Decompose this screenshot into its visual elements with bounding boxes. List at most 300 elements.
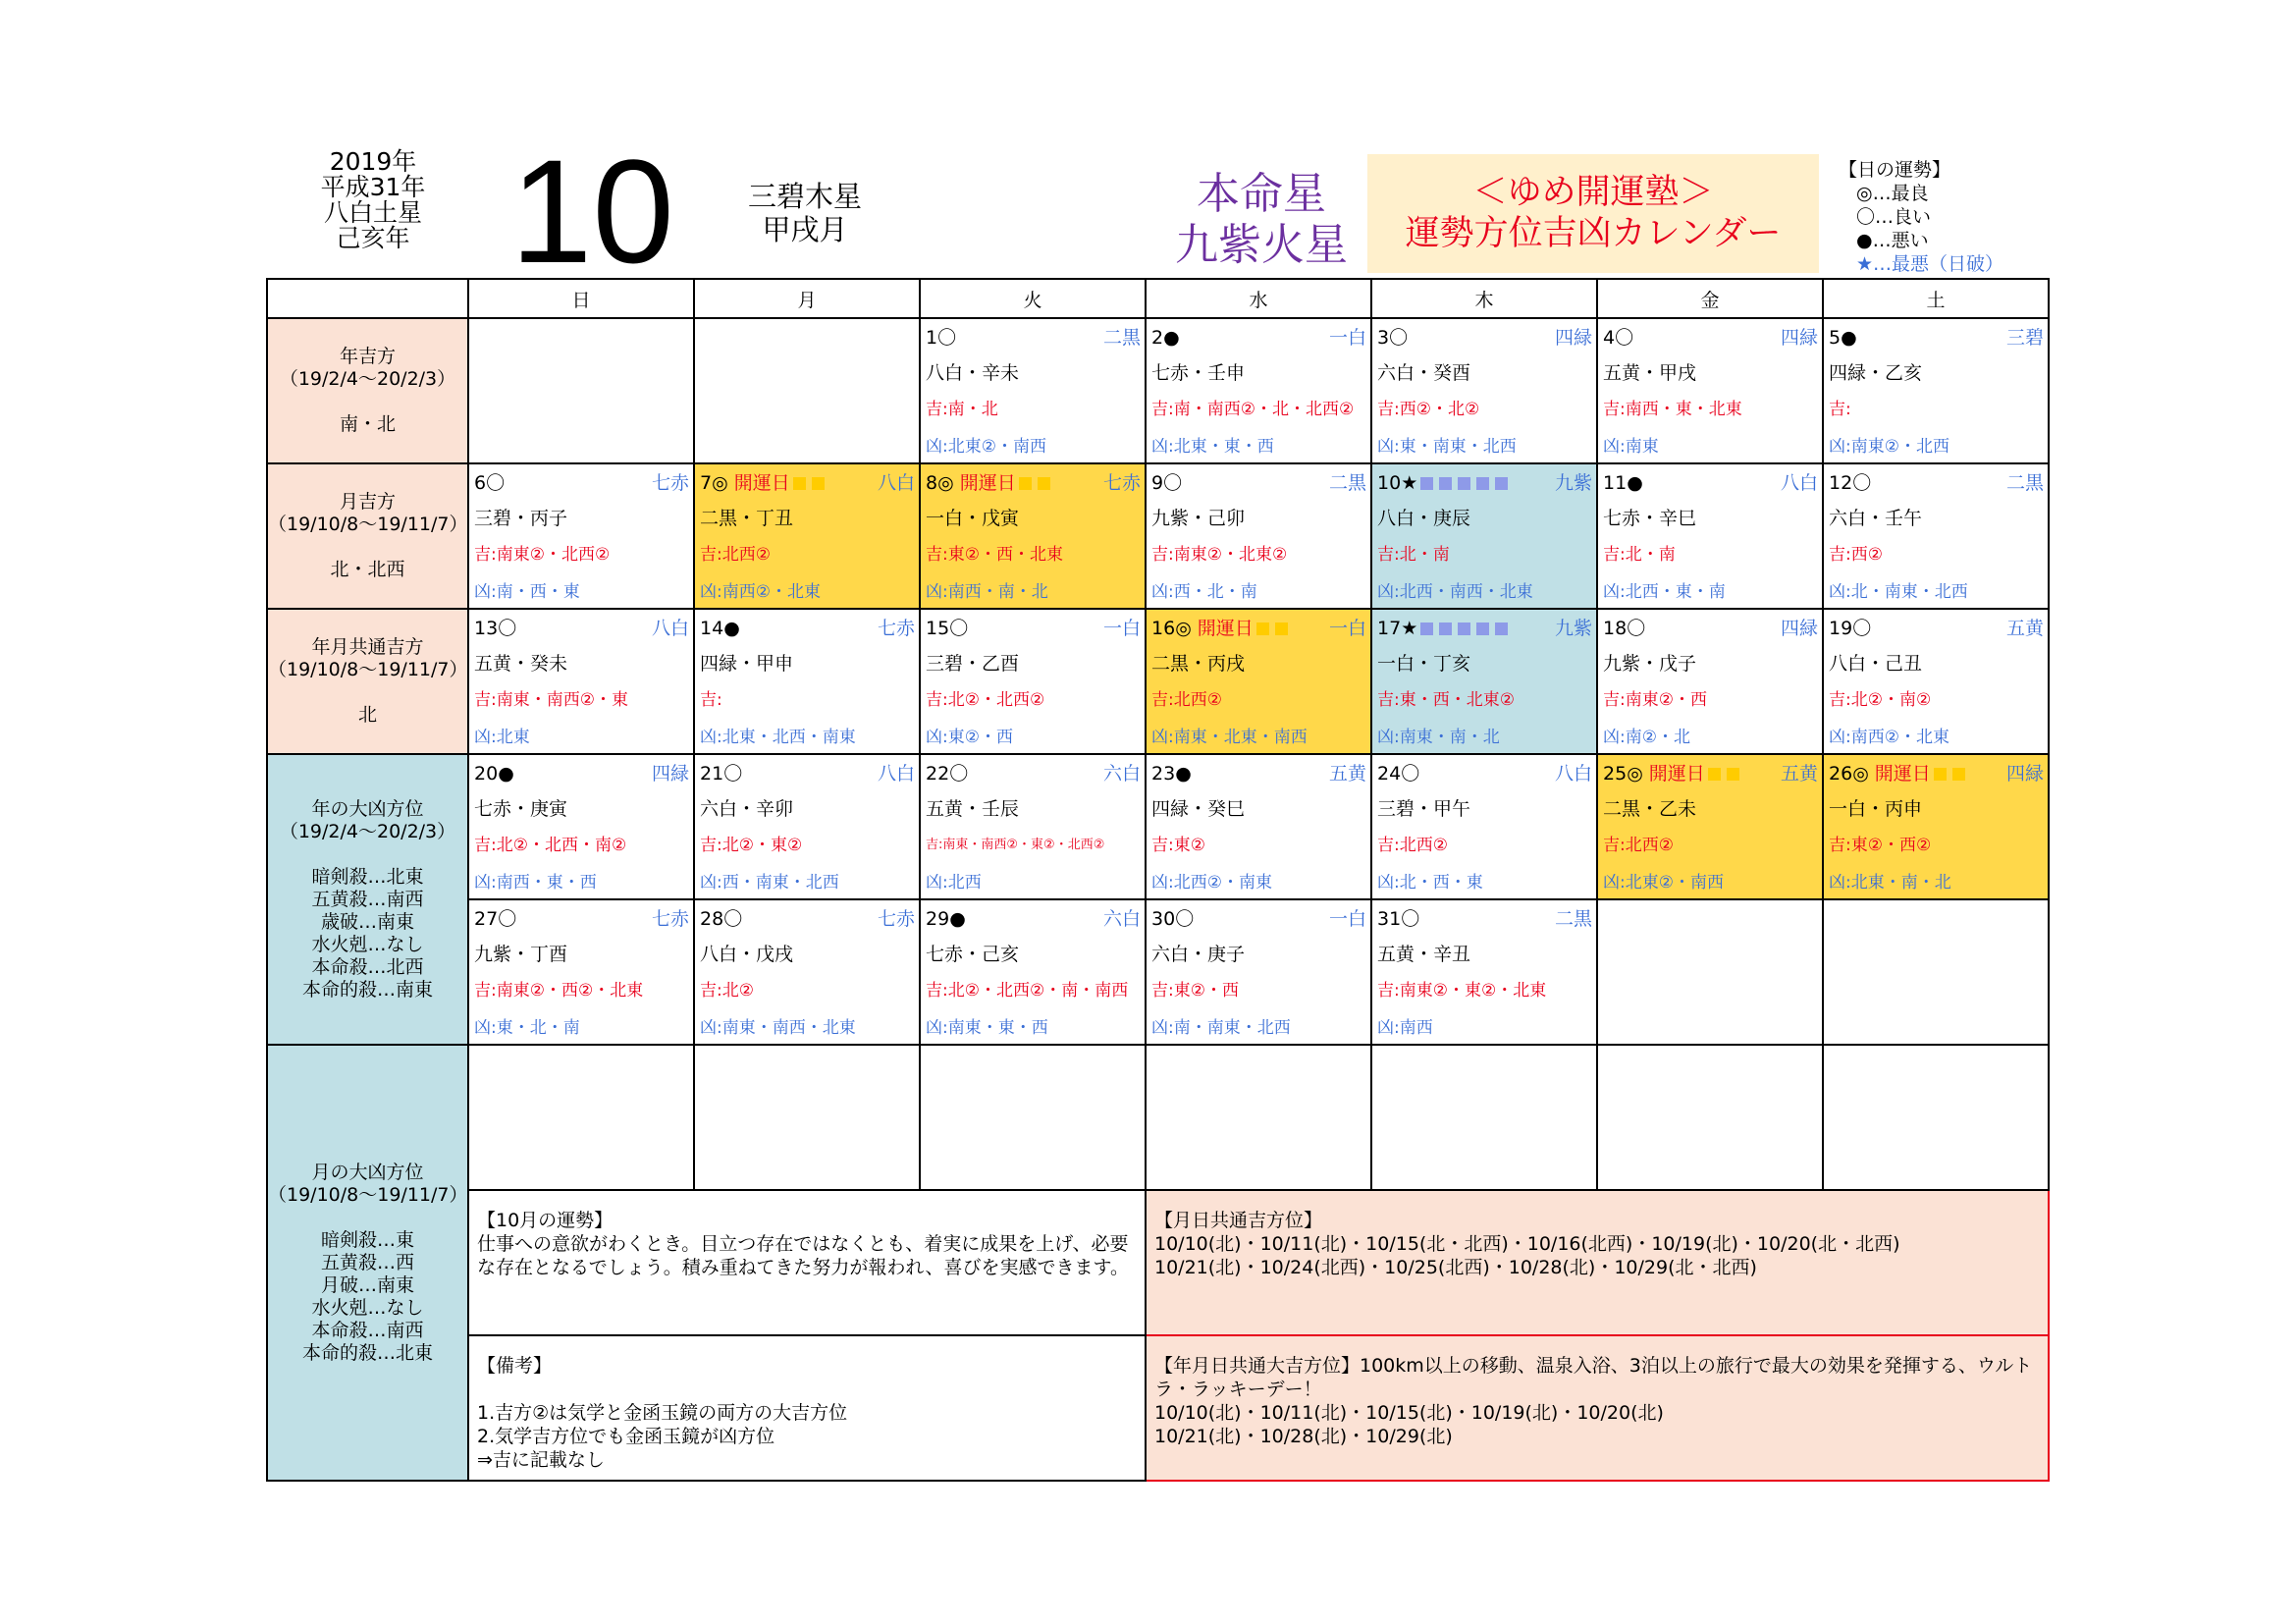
highlight-square: [1019, 477, 1032, 490]
side-spacer: [268, 536, 467, 559]
day-fortune-mark: 〇: [1389, 327, 1409, 349]
notes-text: 仕事への意欲がわくとき。目立つ存在ではなくとも、着実に成果を上げ、必要な存在となるでしょう。積み重ねてきた努力が報われ、喜びを実感できます。: [477, 1233, 1129, 1278]
day-star: 七赤: [1102, 472, 1141, 494]
day-fortune-mark: 〇: [1401, 763, 1420, 785]
day-ganshi: 七赤・壬申: [1151, 362, 1246, 384]
side-item: 五黄殺…西: [320, 1251, 414, 1273]
side-year_kyo: [267, 754, 468, 1045]
day-fortune-mark: 〇: [1627, 618, 1646, 639]
day-cell: [468, 899, 694, 1045]
highlight-square: [1439, 623, 1452, 635]
day-good-directions: 吉:南東②・東②・北東: [1377, 981, 1547, 1001]
day-cell: [1823, 754, 2049, 899]
common-kichi-box: [1146, 1190, 2049, 1335]
year-line: 平成31年: [320, 173, 426, 201]
legend-item: 〇…良い: [1856, 206, 1932, 228]
day-number: 29: [926, 908, 950, 930]
day-header: [1151, 471, 1366, 495]
day-header: [700, 471, 915, 495]
day-star: 一白: [1328, 327, 1366, 349]
highlight-square: [1275, 623, 1288, 635]
day-bad-directions: 凶:北東: [474, 728, 530, 747]
day-fortune-mark: ●: [1175, 763, 1192, 785]
month-line: 甲戌月: [762, 213, 848, 246]
day-header: [1603, 326, 1818, 350]
day-number: 6: [474, 472, 487, 494]
day-header: [474, 471, 689, 495]
day-bad-directions: 凶:北西・南西・北東: [1377, 582, 1533, 602]
day-number: 2: [1151, 327, 1164, 349]
empty-day-cell: [1597, 899, 1823, 1045]
day-star: 五黄: [1328, 763, 1366, 785]
day-star: 二黒: [1328, 472, 1366, 494]
day-cell: [1146, 754, 1371, 899]
day-bad-directions: 凶:南東・東・西: [926, 1018, 1048, 1038]
day-star: 九紫: [1554, 618, 1592, 639]
day-number: 15: [926, 618, 950, 639]
notes-line: 10/21(北)・10/24(北西)・10/25(北西)・10/28(北)・10/29(北・北西): [1154, 1257, 1757, 1278]
day-cell: [920, 754, 1146, 899]
weekday-header: 月: [694, 279, 920, 318]
day-fortune-mark: ★: [1401, 618, 1418, 639]
empty-day-cell: [1823, 899, 2049, 1045]
day-star: 六白: [1102, 763, 1141, 785]
day-star: 一白: [1328, 908, 1366, 930]
day-header: [700, 762, 915, 785]
day-number: 17: [1377, 618, 1402, 639]
day-fortune-mark: ★: [1401, 472, 1418, 494]
day-good-directions: 吉:東②・西: [1151, 981, 1239, 1001]
day-cell: [1597, 463, 1823, 609]
day-fortune-mark: 〇: [1615, 327, 1634, 349]
day-bad-directions: 凶:南東②・北西: [1829, 437, 1949, 457]
day-bad-directions: 凶:北東②・南西: [1603, 873, 1724, 893]
highlight-square: [1708, 768, 1721, 781]
day-star: 五黄: [1780, 763, 1818, 785]
highlight-square: [1727, 768, 1739, 781]
day-ganshi: 六白・癸酉: [1377, 362, 1471, 384]
day-cell: [694, 754, 920, 899]
day-cell: [1146, 463, 1371, 609]
day-number: 13: [474, 618, 499, 639]
highlight-square: [1439, 477, 1452, 490]
day-good-directions: 吉:南東②・西: [1603, 690, 1707, 710]
day-good-directions: 吉:北西②: [1377, 836, 1448, 855]
day-header: [1151, 907, 1366, 931]
highlight-square: [793, 477, 806, 490]
day-number: 9: [1151, 472, 1164, 494]
day-cell: [1823, 609, 2049, 754]
day-cell: [694, 899, 920, 1045]
day-fortune-mark: ●: [1163, 327, 1180, 349]
highlight-square: [1934, 768, 1947, 781]
day-good-directions: 吉:北②・東②: [700, 836, 803, 855]
day-header: [926, 326, 1141, 350]
day-number: 24: [1377, 763, 1402, 785]
day-header: [926, 617, 1141, 640]
day-cell: [1823, 318, 2049, 463]
day-cell: [694, 463, 920, 609]
day-star: 一白: [1328, 618, 1366, 639]
day-ganshi: 五黄・壬辰: [926, 798, 1020, 820]
day-cell: [920, 463, 1146, 609]
weekday-header: 火: [920, 279, 1146, 318]
day-fortune-mark: 〇: [949, 763, 969, 785]
day-cell: [1597, 609, 1823, 754]
day-bad-directions: 凶:南東・南・北: [1377, 728, 1500, 747]
title-line: ＜ゆめ開運塾＞: [1472, 173, 1714, 212]
day-ganshi: 六白・庚子: [1151, 944, 1246, 965]
side-month_kichi: [267, 463, 468, 609]
day-number: 19: [1829, 618, 1853, 639]
month-fortune-box: [468, 1190, 1146, 1335]
side-item: 月破…南東: [320, 1273, 414, 1296]
day-good-directions: 吉:北②・北西・南②: [474, 836, 627, 855]
day-number: 30: [1151, 908, 1176, 930]
notes-line: 2.気学吉方位でも金函玉鏡が凶方位: [477, 1426, 775, 1447]
day-header: [926, 471, 1141, 495]
day-header: [1151, 617, 1366, 640]
day-header: [1151, 326, 1366, 350]
side-period: （19/10/8～19/11/7）: [268, 659, 468, 680]
day-fortune-mark: 〇: [1401, 908, 1420, 930]
honmei-star: [1148, 169, 1374, 271]
side-year_kichi: [267, 318, 468, 463]
highlight-square: [1458, 623, 1470, 635]
day-bad-directions: 凶:北西: [926, 873, 982, 893]
empty-day-cell: [1371, 1045, 1597, 1190]
notes-title: 【10月の運勢】: [477, 1210, 614, 1231]
day-header: [1603, 617, 1818, 640]
side-value: 北・北西: [330, 559, 405, 580]
weekday-header: 土: [1823, 279, 2049, 318]
weekday-header: 日: [468, 279, 694, 318]
notes-spacer: [477, 1378, 1137, 1401]
highlight-square: [1952, 768, 1965, 781]
month-number: 10: [510, 129, 674, 294]
day-ganshi: 三碧・甲午: [1377, 798, 1471, 820]
side-item: 暗剣殺…北東: [311, 865, 424, 888]
day-good-directions: 吉:: [700, 690, 722, 710]
year-line: 己亥年: [336, 224, 410, 252]
day-good-directions: 吉:南東②・北西②: [474, 545, 611, 565]
highlight-square: [1476, 477, 1489, 490]
day-good-directions: 吉:東②・西②: [1829, 836, 1932, 855]
day-bad-directions: 凶:南東: [1603, 437, 1659, 457]
day-bad-directions: 凶:北西②・南東: [1151, 873, 1272, 893]
day-fortune-mark: ●: [1627, 472, 1643, 494]
honmei-line: 九紫火星: [1175, 220, 1348, 270]
day-header: [700, 907, 915, 931]
day-ganshi: 六白・壬午: [1829, 508, 1923, 529]
day-number: 23: [1151, 763, 1176, 785]
side-item: 歳破…南東: [320, 910, 414, 933]
day-cell: [1823, 463, 2049, 609]
day-number: 25: [1603, 763, 1628, 785]
day-bad-directions: 凶:北東・東・西: [1151, 437, 1274, 457]
day-good-directions: 吉:北西②: [1151, 690, 1222, 710]
day-number: 20: [474, 763, 499, 785]
side-period: （19/10/8～19/11/7）: [268, 1183, 468, 1206]
side-item: 本命殺…北西: [311, 955, 424, 978]
side-item: 暗剣殺…東: [320, 1228, 414, 1251]
day-fortune-mark: 〇: [1852, 618, 1872, 639]
day-good-directions: 吉:北②・北西②: [926, 690, 1045, 710]
day-ganshi: 五黄・甲戌: [1603, 362, 1697, 384]
day-good-directions: 吉:南東・南西②・東: [474, 690, 628, 710]
day-fortune-mark: 〇: [498, 908, 517, 930]
day-ganshi: 七赤・庚寅: [474, 798, 568, 820]
day-cell: [1597, 754, 1823, 899]
day-bad-directions: 凶:北東・南・北: [1829, 873, 1951, 893]
day-ganshi: 八白・己丑: [1829, 653, 1923, 675]
day-number: 10: [1377, 472, 1402, 494]
day-good-directions: 吉:西②: [1829, 545, 1883, 565]
day-bad-directions: 凶:東・南東・北西: [1377, 437, 1517, 457]
day-ganshi: 四緑・癸巳: [1151, 798, 1246, 820]
side-value: 北: [357, 704, 377, 726]
day-star: 八白: [1780, 472, 1818, 494]
year-line: 2019年: [329, 147, 417, 176]
day-header: [926, 907, 1141, 931]
day-bad-directions: 凶:南・南東・北西: [1151, 1018, 1291, 1038]
day-header: [1603, 762, 1818, 785]
day-bad-directions: 凶:東②・西: [926, 728, 1013, 747]
side-title: 月の大凶方位: [311, 1161, 424, 1183]
day-ganshi: 一白・丙申: [1829, 798, 1923, 820]
day-bad-directions: 凶:南西・南・北: [926, 582, 1048, 602]
day-good-directions: 吉:北②: [700, 981, 754, 1001]
highlight-square: [1458, 477, 1470, 490]
highlight-square: [1476, 623, 1489, 635]
day-fortune-mark: ◎: [1627, 763, 1643, 785]
day-fortune-mark: ◎: [1175, 618, 1192, 639]
day-good-directions: 吉:北②・南②: [1829, 690, 1932, 710]
day-ganshi: 二黒・丁丑: [700, 508, 794, 529]
day-cell: [1146, 318, 1371, 463]
day-cell: [1146, 609, 1371, 754]
day-bad-directions: 凶:南西: [1377, 1018, 1433, 1038]
side-spacer: [268, 391, 467, 413]
day-fortune-mark: ◎: [937, 472, 954, 494]
day-bad-directions: 凶:南東・南西・北東: [700, 1018, 856, 1038]
day-fortune-mark: ◎: [712, 472, 728, 494]
day-star: 九紫: [1554, 472, 1592, 494]
day-fortune-mark: 〇: [949, 618, 969, 639]
kaiun-label: 開運日: [1874, 763, 1931, 785]
kaiun-label: 開運日: [959, 472, 1016, 494]
day-bad-directions: 凶:南西②・北東: [700, 582, 821, 602]
day-star: 四緑: [1780, 327, 1818, 349]
day-header: [1377, 326, 1592, 350]
notes-title: 【年月日共通大吉方位】100km以上の移動、温泉入浴、3泊以上の旅行で最大の効果を発揮する、ウルトラ・ラッキーデー！: [1154, 1355, 2033, 1400]
highlight-square: [1495, 477, 1508, 490]
day-fortune-mark: ●: [949, 908, 966, 930]
day-star: 七赤: [877, 618, 915, 639]
day-header: [1377, 617, 1592, 640]
day-good-directions: 吉:南東②・北東②: [1151, 545, 1288, 565]
day-fortune-mark: 〇: [498, 618, 517, 639]
day-bad-directions: 凶:東・北・南: [474, 1018, 580, 1038]
day-cell: [468, 609, 694, 754]
day-good-directions: 吉:北・南: [1377, 545, 1450, 565]
calendar-title: [1367, 154, 1819, 273]
side-item: 本命殺…南西: [311, 1319, 424, 1341]
day-good-directions: 吉:東②・西・北東: [926, 545, 1063, 565]
side-title: 年月共通吉方: [311, 636, 424, 658]
day-number: 14: [700, 618, 724, 639]
day-fortune-mark: 〇: [1852, 472, 1872, 494]
day-header: [700, 617, 915, 640]
day-good-directions: 吉:北西②: [700, 545, 771, 565]
title-line: 運勢方位吉凶カレンダー: [1405, 214, 1782, 253]
day-fortune-mark: 〇: [1175, 908, 1195, 930]
day-bad-directions: 凶:北東②・南西: [926, 437, 1046, 457]
day-fortune-mark: ●: [498, 763, 514, 785]
day-fortune-mark: 〇: [1163, 472, 1183, 494]
day-number: 5: [1829, 327, 1842, 349]
side-value: 南・北: [339, 413, 396, 435]
day-star: 四緑: [651, 763, 689, 785]
honmei-line: 本命星: [1197, 169, 1326, 219]
legend-title: 【日の運勢】: [1839, 159, 1951, 181]
day-good-directions: 吉:南東②・西②・北東: [474, 981, 644, 1001]
day-cell: [920, 899, 1146, 1045]
day-star: 一白: [1102, 618, 1141, 639]
day-good-directions: 吉:西②・北②: [1377, 400, 1480, 419]
empty-day-cell: [920, 1045, 1146, 1190]
day-cell: [694, 609, 920, 754]
day-ganshi: 三碧・丙子: [474, 508, 568, 529]
side-item: 水火剋…なし: [311, 1296, 424, 1319]
empty-day-cell: [694, 1045, 920, 1190]
side-spacer: [268, 843, 467, 866]
day-number: 31: [1377, 908, 1402, 930]
day-number: 7: [700, 472, 713, 494]
day-star: 八白: [651, 618, 689, 639]
side-item: 本命的殺…南東: [301, 978, 433, 1001]
highlight-square: [1420, 623, 1433, 635]
side-spacer: [268, 681, 467, 704]
day-header: [1377, 471, 1592, 495]
highlight-square: [1495, 623, 1508, 635]
day-number: 21: [700, 763, 724, 785]
side-common_kichi: [267, 609, 468, 754]
day-good-directions: 吉:: [1829, 400, 1851, 419]
fortune-legend: [1839, 158, 2003, 276]
notes-line: ⇒吉に記載なし: [477, 1449, 605, 1471]
day-cell: [1371, 609, 1597, 754]
day-star: 七赤: [877, 908, 915, 930]
day-header: [474, 762, 689, 785]
day-star: 七赤: [651, 908, 689, 930]
day-header: [1151, 762, 1366, 785]
side-period: （19/2/4～20/2/3）: [279, 368, 456, 390]
day-star: 四緑: [1554, 327, 1592, 349]
day-fortune-mark: ●: [1841, 327, 1857, 349]
day-number: 28: [700, 908, 724, 930]
day-header: [1829, 762, 2044, 785]
day-ganshi: 五黄・辛丑: [1377, 944, 1471, 965]
day-bad-directions: 凶:西・北・南: [1151, 582, 1257, 602]
day-fortune-mark: 〇: [723, 763, 743, 785]
day-cell: [468, 463, 694, 609]
day-number: 27: [474, 908, 499, 930]
day-ganshi: 五黄・癸未: [474, 653, 568, 675]
side-title: 月吉方: [339, 491, 396, 513]
empty-day-cell: [1146, 1045, 1371, 1190]
day-ganshi: 八白・辛未: [926, 362, 1020, 384]
day-number: 4: [1603, 327, 1616, 349]
day-fortune-mark: 〇: [937, 327, 957, 349]
day-ganshi: 三碧・乙酉: [926, 653, 1020, 675]
side-item: 五黄殺…南西: [311, 888, 424, 910]
day-good-directions: 吉:北・南: [1603, 545, 1676, 565]
kaiun-label: 開運日: [733, 472, 790, 494]
notes-line: 10/10(北)・10/11(北)・10/15(北)・10/19(北)・10/20(北): [1154, 1402, 1664, 1424]
day-star: 四緑: [2005, 763, 2044, 785]
day-bad-directions: 凶:北・西・東: [1377, 873, 1483, 893]
day-ganshi: 七赤・辛巳: [1603, 508, 1697, 529]
day-header: [926, 762, 1141, 785]
day-number: 16: [1151, 618, 1176, 639]
day-star: 二黒: [1554, 908, 1592, 930]
day-star: 七赤: [651, 472, 689, 494]
day-star: 三碧: [2005, 327, 2044, 349]
day-header: [1829, 326, 2044, 350]
day-cell: [1146, 899, 1371, 1045]
day-cell: [1597, 318, 1823, 463]
day-good-directions: 吉:北西②: [1603, 836, 1674, 855]
day-bad-directions: 凶:南西・東・西: [474, 873, 597, 893]
day-ganshi: 一白・戊寅: [926, 508, 1020, 529]
side-period: （19/10/8～19/11/7）: [268, 514, 468, 535]
month-line: 三碧木星: [747, 180, 862, 213]
day-star: 八白: [1554, 763, 1592, 785]
day-star: 二黒: [2005, 472, 2044, 494]
day-header: [1829, 471, 2044, 495]
day-number: 3: [1377, 327, 1390, 349]
year-line: 八白土星: [323, 198, 422, 227]
day-ganshi: 一白・丁亥: [1377, 653, 1471, 675]
day-ganshi: 四緑・甲申: [700, 653, 794, 675]
day-header: [1377, 907, 1592, 931]
side-item: 水火剋…なし: [311, 933, 424, 955]
day-ganshi: 八白・戊戌: [700, 944, 794, 965]
calendar-grid: [266, 278, 2050, 1482]
legend-item: ●…悪い: [1856, 230, 1929, 251]
empty-day-cell: [1597, 1045, 1823, 1190]
day-good-directions: 吉:北②・北西②・南・南西: [926, 981, 1129, 1001]
day-header: [1829, 617, 2044, 640]
great-kichi-box: [1146, 1335, 2049, 1481]
day-bad-directions: 凶:南②・北: [1603, 728, 1690, 747]
day-cell: [1371, 318, 1597, 463]
empty-day-cell: [468, 1045, 694, 1190]
highlight-square: [1038, 477, 1050, 490]
day-good-directions: 吉:東②: [1151, 836, 1205, 855]
day-header: [1377, 762, 1592, 785]
day-bad-directions: 凶:北東・北西・南東: [700, 728, 856, 747]
day-number: 8: [926, 472, 938, 494]
day-bad-directions: 凶:南西②・北東: [1829, 728, 1949, 747]
weekday-header: 木: [1371, 279, 1597, 318]
legend-item: ◎…最良: [1856, 183, 1929, 204]
weekday-header: 水: [1146, 279, 1371, 318]
side-period: （19/2/4～20/2/3）: [279, 820, 456, 842]
day-cell: [1371, 754, 1597, 899]
year-info: [294, 149, 452, 251]
